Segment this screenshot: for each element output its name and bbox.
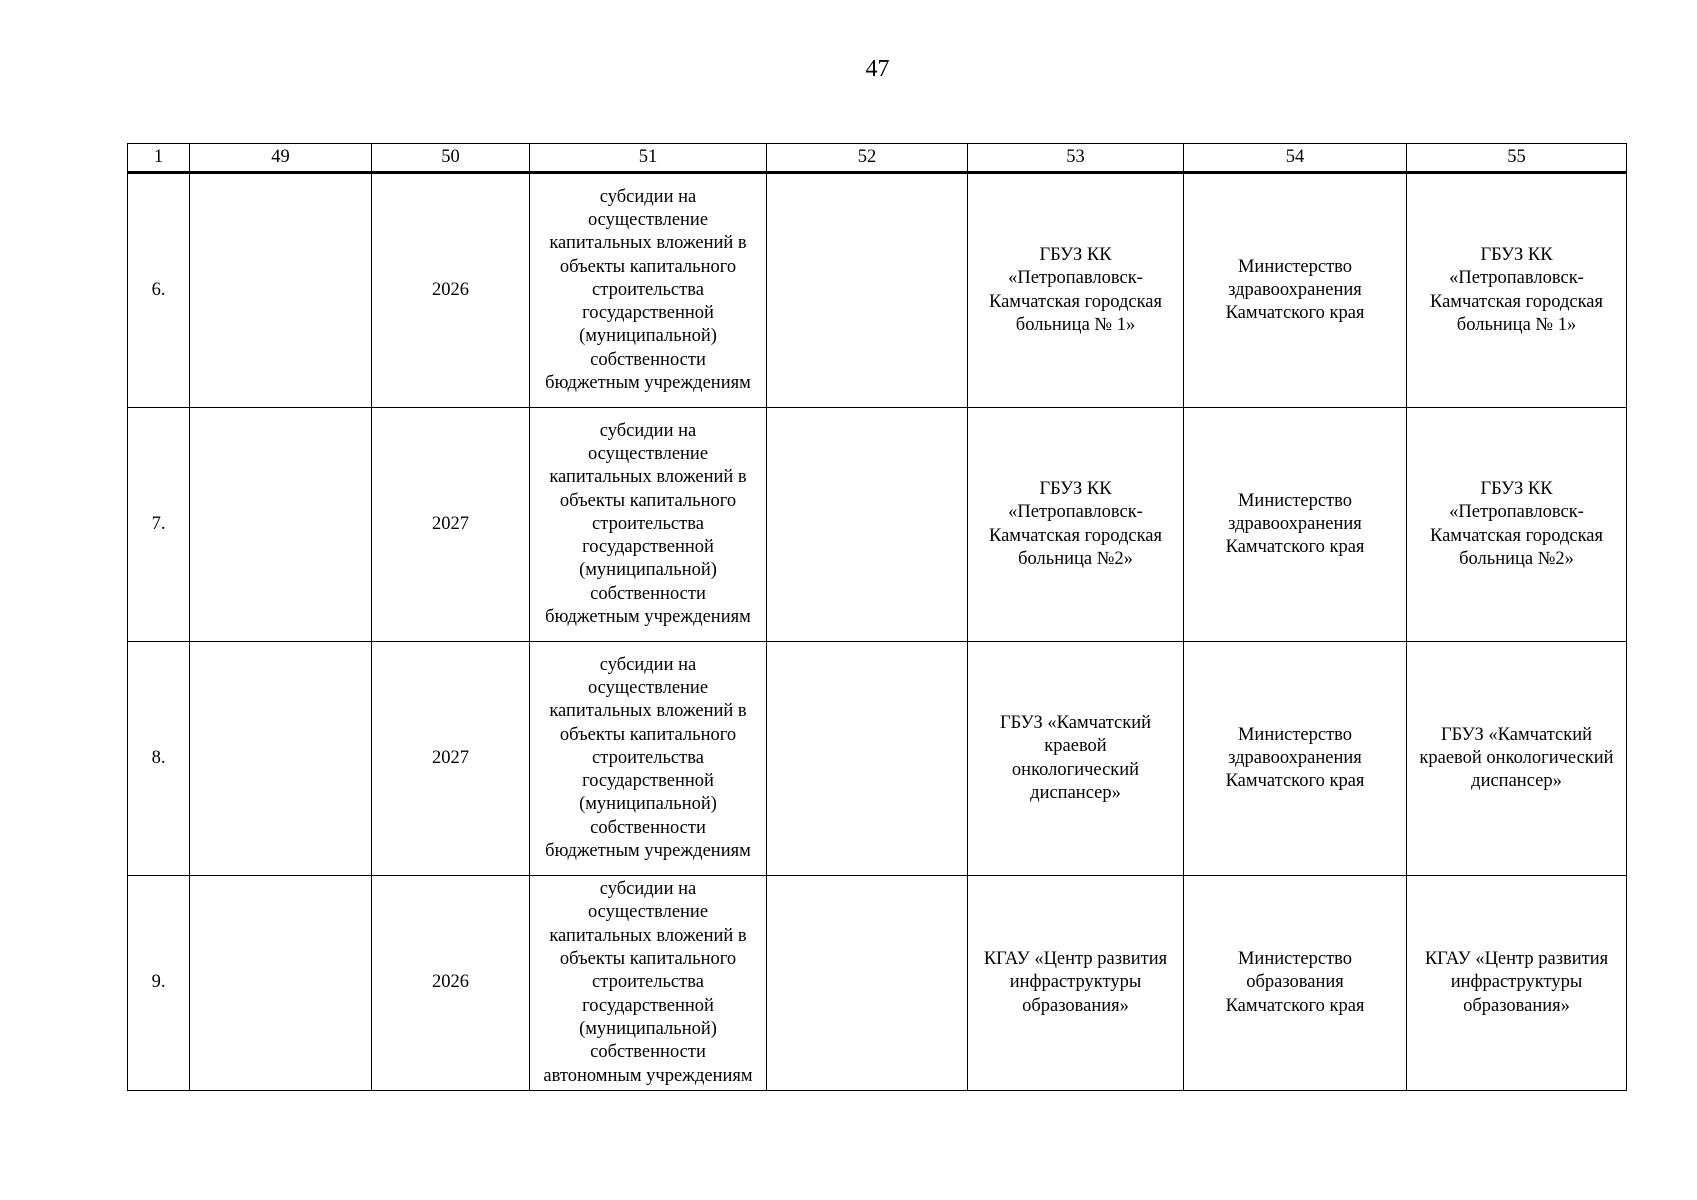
cell-purpose: субсидии на осуществление капитальных вложений в объекты капитального строительства государственной (муниципальной) собственности автономным учреждениям	[530, 876, 767, 1091]
row-number: 9.	[128, 876, 190, 1091]
cell-year: 2027	[372, 642, 530, 876]
header-cell-1: 1	[128, 144, 190, 173]
cell-recipient: КГАУ «Центр развития инфраструктуры образования»	[968, 876, 1184, 1091]
header-cell-53: 53	[968, 144, 1184, 173]
cell-52	[767, 876, 968, 1091]
cell-ministry: Министерство здравоохранения Камчатского края	[1184, 408, 1407, 642]
cell-52	[767, 173, 968, 408]
cell-purpose: субсидии на осуществление капитальных вложений в объекты капитального строительства государственной (муниципальной) собственности бюджетным учреждениям	[530, 408, 767, 642]
cell-purpose: субсидии на осуществление капитальных вложений в объекты капитального строительства государственной (муниципальной) собственности бюджетным учреждениям	[530, 173, 767, 408]
cell-recipient: ГБУЗ КК «Петропавловск- Камчатская городская больница № 1»	[968, 173, 1184, 408]
header-cell-55: 55	[1407, 144, 1627, 173]
header-row	[128, 144, 1627, 173]
cell-year: 2026	[372, 173, 530, 408]
cell-year: 2026	[372, 876, 530, 1091]
cell-ministry: Министерство здравоохранения Камчатского края	[1184, 173, 1407, 408]
cell-customer: ГБУЗ КК «Петропавловск- Камчатская городская больница № 1»	[1407, 173, 1627, 408]
row-number: 6.	[128, 173, 190, 408]
cell-52	[767, 408, 968, 642]
table-row	[128, 173, 1627, 408]
cell-customer: КГАУ «Центр развития инфраструктуры образования»	[1407, 876, 1627, 1091]
cell-49	[190, 642, 372, 876]
data-table	[127, 143, 1627, 1091]
table-header	[128, 144, 1627, 173]
header-cell-49: 49	[190, 144, 372, 173]
cell-49	[190, 876, 372, 1091]
table-row	[128, 642, 1627, 876]
cell-customer: ГБУЗ «Камчатский краевой онкологический диспансер»	[1407, 642, 1627, 876]
cell-49	[190, 408, 372, 642]
row-number: 7.	[128, 408, 190, 642]
cell-customer: ГБУЗ КК «Петропавловск- Камчатская городская больница №2»	[1407, 408, 1627, 642]
page-number: 47	[865, 56, 890, 82]
cell-ministry: Министерство здравоохранения Камчатского края	[1184, 642, 1407, 876]
cell-purpose: субсидии на осуществление капитальных вложений в объекты капитального строительства государственной (муниципальной) собственности бюджетным учреждениям	[530, 642, 767, 876]
header-cell-50: 50	[372, 144, 530, 173]
cell-49	[190, 173, 372, 408]
header-cell-52: 52	[767, 144, 968, 173]
cell-ministry: Министерство образования Камчатского края	[1184, 876, 1407, 1091]
header-cell-51: 51	[530, 144, 767, 173]
cell-52	[767, 642, 968, 876]
table-row	[128, 408, 1627, 642]
table-row	[128, 876, 1627, 1091]
row-number: 8.	[128, 642, 190, 876]
table-body	[128, 173, 1627, 1091]
cell-year: 2027	[372, 408, 530, 642]
cell-recipient: ГБУЗ «Камчатский краевой онкологический диспансер»	[968, 642, 1184, 876]
cell-recipient: ГБУЗ КК «Петропавловск- Камчатская городская больница №2»	[968, 408, 1184, 642]
header-cell-54: 54	[1184, 144, 1407, 173]
